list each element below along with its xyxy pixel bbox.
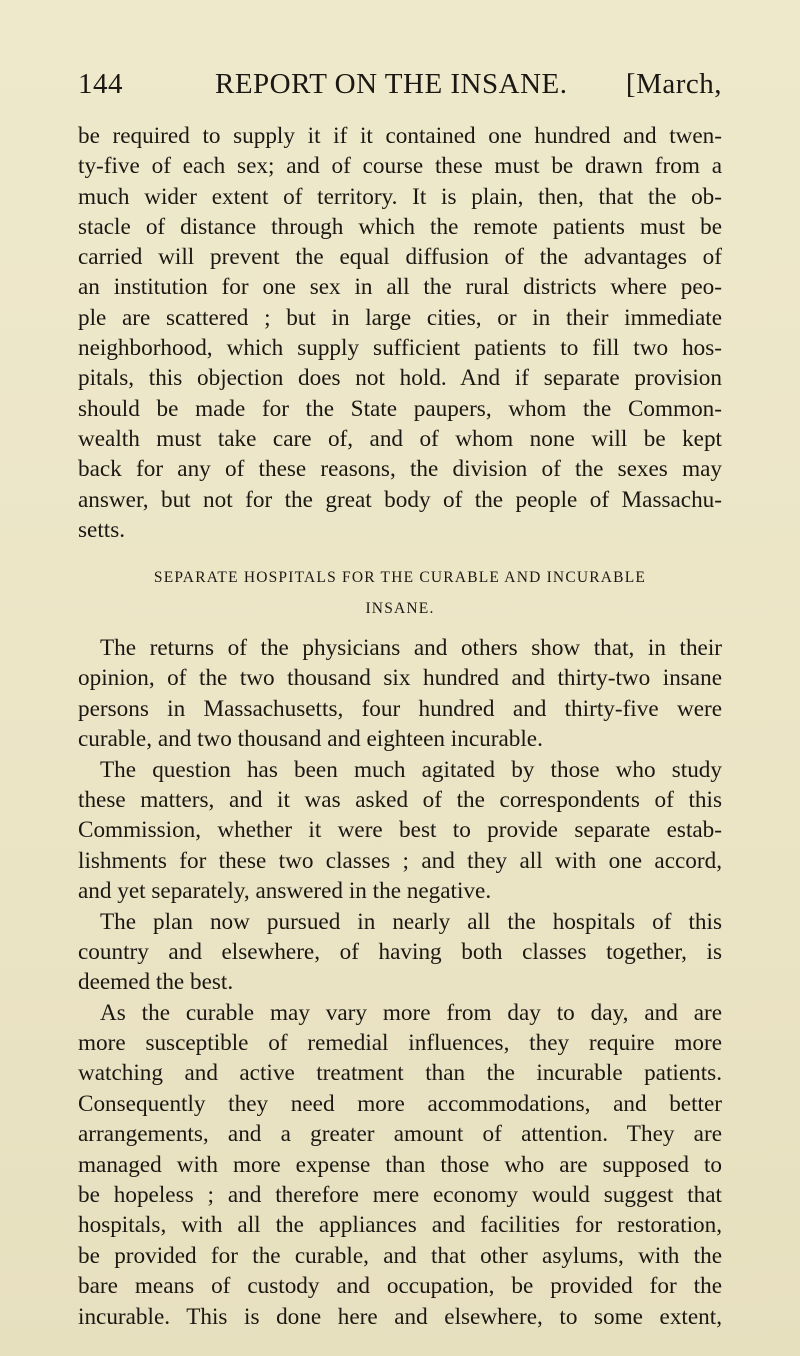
paragraph-3 <box>78 755 722 907</box>
text-line: watching and active treatment than the incurable patients. <box>78 1060 722 1087</box>
text-line: opinion, of the two thousand six hundred and thirty-two insane <box>78 665 722 692</box>
text-line: The plan now pursued in nearly all the hospitals of this <box>100 908 722 935</box>
running-date: [March, <box>625 68 722 100</box>
text-line: ty-five of each sex; and of course these must be drawn from a <box>78 153 722 180</box>
text-line: answer, but not for the great body of the people of Massachu- <box>78 486 722 513</box>
section-heading-line: INSANE. <box>365 600 435 617</box>
paragraph-2 <box>78 633 722 755</box>
text-line: setts. <box>78 516 126 543</box>
page-number: 144 <box>78 68 123 100</box>
section-heading <box>78 562 722 624</box>
section-body <box>78 633 722 1332</box>
text-line: pitals, this objection does not hold. And if separate provision <box>78 365 722 392</box>
paragraph-1 <box>78 121 722 545</box>
text-line: incurable. This is done here and elsewhere, to some extent, <box>78 1303 722 1330</box>
text-line: bare means of custody and occupation, be provided for the <box>78 1273 722 1300</box>
text-line: lishments for these two classes ; and they all with one accord, <box>78 847 722 874</box>
text-line: The returns of the physicians and others show that, in their <box>100 635 722 661</box>
text-line: much wider extent of territory. It is plain, then, that the ob- <box>78 183 722 210</box>
text-line: arrangements, and a greater amount of attention. They are <box>78 1121 722 1148</box>
text-line: ple are scattered ; but in large cities, or in their immediate <box>78 304 722 331</box>
text-line: should be made for the State paupers, whom the Common- <box>78 395 722 422</box>
running-title: REPORT ON THE INSANE. <box>215 68 568 100</box>
text-line: these matters, and it was asked of the correspondents of this <box>78 786 722 813</box>
text-line: more susceptible of remedial influences, they require more <box>78 1030 722 1057</box>
text-line: deemed the best. <box>78 969 234 996</box>
text-line: As the curable may vary more from day to day, and are <box>100 999 722 1026</box>
text-line: carried will prevent the equal diffusion of the advantages of <box>78 244 722 271</box>
text-line: persons in Massachusetts, four hundred and thirty-five were <box>78 695 722 722</box>
text-line: curable, and two thousand and eighteen incurable. <box>78 726 543 753</box>
text-line: back for any of these reasons, the division of the sexes may <box>78 456 722 483</box>
text-line: hospitals, with all the appliances and facilities for restoration, <box>78 1212 722 1239</box>
text-line: and yet separately, answered in the negative. <box>78 878 492 905</box>
text-line: managed with more expense than those who are supposed to <box>78 1151 722 1178</box>
text-line: The question has been much agitated by those who study <box>100 756 722 783</box>
text-line: an institution for one sex in all the rural districts where peo- <box>78 274 722 301</box>
text-line: be hopeless ; and therefore mere economy would suggest that <box>78 1182 722 1209</box>
running-head <box>78 68 722 112</box>
text-line: Commission, whether it were best to provide separate estab- <box>78 817 722 844</box>
text-line: neighborhood, which supply sufficient patients to fill two hos- <box>78 335 722 362</box>
text-line: Consequently they need more accommodations, and better <box>78 1090 722 1117</box>
paragraph-4 <box>78 907 722 998</box>
text-line: country and elsewhere, of having both classes together, is <box>78 938 722 965</box>
text-line: wealth must take care of, and of whom none will be kept <box>78 425 722 452</box>
paragraph-5 <box>78 998 722 1332</box>
text-line: be provided for the curable, and that other asylums, with the <box>78 1242 722 1269</box>
section-heading-line: SEPARATE HOSPITALS FOR THE CURABLE AND INCURABLE <box>153 569 647 586</box>
text-line: be required to supply it if it contained one hundred and twen- <box>78 123 722 149</box>
text-line: stacle of distance through which the remote patients must be <box>78 213 722 240</box>
